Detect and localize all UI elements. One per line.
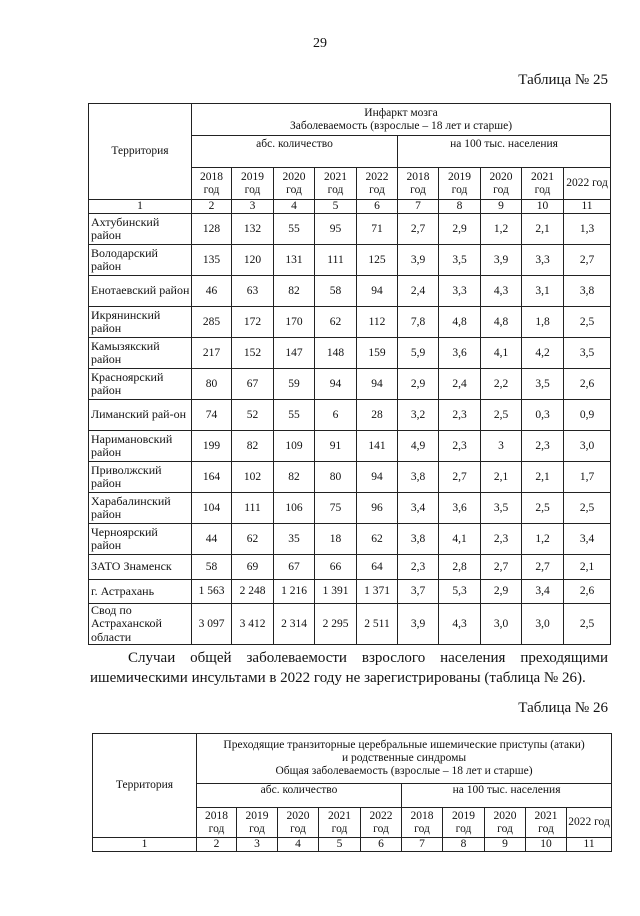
value-cell: 18 xyxy=(315,524,357,555)
territory-cell: Свод по Астраханской области xyxy=(89,604,192,645)
title-line-2: и родственные синдромы xyxy=(341,752,467,765)
value-cell: 55 xyxy=(274,214,315,245)
value-cell: 111 xyxy=(232,493,274,524)
column-number: 7 xyxy=(398,200,439,214)
value-cell: 2,5 xyxy=(564,307,611,338)
column-number: 1 xyxy=(89,200,192,214)
value-cell: 2,5 xyxy=(481,400,522,431)
column-number: 11 xyxy=(567,838,612,852)
value-cell: 147 xyxy=(274,338,315,369)
table-row xyxy=(89,214,611,245)
year-header: 2022 год xyxy=(357,168,398,200)
territory-cell: Красноярский район xyxy=(89,369,192,400)
value-cell: 2 248 xyxy=(232,580,274,604)
value-cell: 3 xyxy=(481,431,522,462)
value-cell: 75 xyxy=(315,493,357,524)
value-cell: 3,4 xyxy=(398,493,439,524)
year-header: 2018 год xyxy=(398,168,439,200)
value-cell: 0,3 xyxy=(522,400,564,431)
value-cell: 44 xyxy=(192,524,232,555)
value-cell: 1,8 xyxy=(522,307,564,338)
value-cell: 1,7 xyxy=(564,462,611,493)
table-25-body xyxy=(89,214,611,645)
value-cell: 82 xyxy=(274,462,315,493)
territory-cell: Икрянинский район xyxy=(89,307,192,338)
paragraph-text: Случаи общей заболеваемости взрослого населения преходящими ишемическими инсультами в 2022 году не зарегистрированы (таблица № 26). xyxy=(90,650,608,686)
title-line-2: Заболеваемость (взрослые – 18 лет и старше) xyxy=(290,119,513,132)
table-25 xyxy=(88,103,611,645)
value-cell: 104 xyxy=(192,493,232,524)
territory-cell: Ахтубинский район xyxy=(89,214,192,245)
value-cell: 95 xyxy=(315,214,357,245)
value-cell: 3,8 xyxy=(398,524,439,555)
value-cell: 2,3 xyxy=(439,431,481,462)
value-cell: 35 xyxy=(274,524,315,555)
value-cell: 2,7 xyxy=(564,245,611,276)
value-cell: 152 xyxy=(232,338,274,369)
value-cell: 4,1 xyxy=(481,338,522,369)
value-cell: 109 xyxy=(274,431,315,462)
value-cell: 125 xyxy=(357,245,398,276)
table-26-caption: Таблица № 26 xyxy=(518,700,608,716)
column-number: 9 xyxy=(485,838,526,852)
territory-cell: Черноярский район xyxy=(89,524,192,555)
column-numbers-row xyxy=(89,200,611,214)
value-cell: 2,1 xyxy=(522,214,564,245)
value-cell: 2,7 xyxy=(522,555,564,580)
value-cell: 2,7 xyxy=(398,214,439,245)
value-cell: 0,9 xyxy=(564,400,611,431)
column-number: 2 xyxy=(197,838,237,852)
value-cell: 4,9 xyxy=(398,431,439,462)
value-cell: 4,2 xyxy=(522,338,564,369)
value-cell: 170 xyxy=(274,307,315,338)
table-row xyxy=(89,493,611,524)
value-cell: 2,6 xyxy=(564,580,611,604)
value-cell: 3,8 xyxy=(564,276,611,307)
value-cell: 3,4 xyxy=(564,524,611,555)
value-cell: 2,8 xyxy=(439,555,481,580)
value-cell: 74 xyxy=(192,400,232,431)
value-cell: 2 314 xyxy=(274,604,315,645)
table-title xyxy=(197,734,612,784)
title-line-3: Общая заболеваемость (взрослые – 18 лет и старше) xyxy=(275,764,533,777)
value-cell: 3,3 xyxy=(522,245,564,276)
value-cell: 58 xyxy=(192,555,232,580)
year-header: 2019 год xyxy=(443,808,485,838)
column-number: 8 xyxy=(443,838,485,852)
value-cell: 3,8 xyxy=(398,462,439,493)
table-row xyxy=(89,555,611,580)
table-row xyxy=(89,524,611,555)
year-header: 2020 год xyxy=(481,168,522,200)
value-cell: 82 xyxy=(232,431,274,462)
table-row xyxy=(89,369,611,400)
value-cell: 62 xyxy=(357,524,398,555)
year-header: 2021 год xyxy=(522,168,564,200)
column-number: 6 xyxy=(361,838,402,852)
value-cell: 2,3 xyxy=(481,524,522,555)
abs-header: абс. количество xyxy=(197,784,402,808)
value-cell: 94 xyxy=(357,276,398,307)
territory-cell: Харабалинский район xyxy=(89,493,192,524)
column-number: 1 xyxy=(93,838,197,852)
column-number: 3 xyxy=(237,838,278,852)
value-cell: 96 xyxy=(357,493,398,524)
table-row xyxy=(89,400,611,431)
value-cell: 6 xyxy=(315,400,357,431)
territory-cell: г. Астрахань xyxy=(89,580,192,604)
column-number: 9 xyxy=(481,200,522,214)
value-cell: 3,4 xyxy=(522,580,564,604)
value-cell: 1,3 xyxy=(564,214,611,245)
value-cell: 3,1 xyxy=(522,276,564,307)
value-cell: 2,6 xyxy=(564,369,611,400)
table-title xyxy=(192,104,611,136)
value-cell: 111 xyxy=(315,245,357,276)
value-cell: 3,9 xyxy=(481,245,522,276)
value-cell: 4,8 xyxy=(481,307,522,338)
table-25-caption: Таблица № 25 xyxy=(518,72,608,88)
value-cell: 5,9 xyxy=(398,338,439,369)
value-cell: 80 xyxy=(315,462,357,493)
value-cell: 3,5 xyxy=(522,369,564,400)
value-cell: 3,6 xyxy=(439,493,481,524)
value-cell: 217 xyxy=(192,338,232,369)
table-row xyxy=(89,462,611,493)
year-header: 2022 год xyxy=(564,168,611,200)
value-cell: 58 xyxy=(315,276,357,307)
column-number: 5 xyxy=(315,200,357,214)
value-cell: 4,3 xyxy=(481,276,522,307)
value-cell: 82 xyxy=(274,276,315,307)
territory-cell: Володарский район xyxy=(89,245,192,276)
value-cell: 2,1 xyxy=(564,555,611,580)
table-row xyxy=(89,338,611,369)
value-cell: 55 xyxy=(274,400,315,431)
value-cell: 94 xyxy=(357,462,398,493)
value-cell: 91 xyxy=(315,431,357,462)
value-cell: 3,5 xyxy=(564,338,611,369)
per100-header: на 100 тыс. населения xyxy=(398,136,611,168)
territory-cell: Наримановский район xyxy=(89,431,192,462)
value-cell: 1 563 xyxy=(192,580,232,604)
territory-header: Территория xyxy=(89,104,192,200)
column-number: 10 xyxy=(526,838,567,852)
year-header: 2021 год xyxy=(526,808,567,838)
value-cell: 3,7 xyxy=(398,580,439,604)
value-cell: 3 097 xyxy=(192,604,232,645)
title-line-1: Инфаркт мозга xyxy=(364,106,438,119)
value-cell: 1,2 xyxy=(481,214,522,245)
table-row xyxy=(89,580,611,604)
table-row xyxy=(89,431,611,462)
value-cell: 2,1 xyxy=(522,462,564,493)
value-cell: 3,6 xyxy=(439,338,481,369)
column-number: 7 xyxy=(402,838,443,852)
value-cell: 67 xyxy=(274,555,315,580)
territory-cell: Енотаевский район xyxy=(89,276,192,307)
value-cell: 62 xyxy=(315,307,357,338)
year-header: 2019 год xyxy=(237,808,278,838)
per100-header: на 100 тыс. населения xyxy=(402,784,612,808)
value-cell: 131 xyxy=(274,245,315,276)
value-cell: 3 412 xyxy=(232,604,274,645)
value-cell: 3,0 xyxy=(522,604,564,645)
column-number: 2 xyxy=(192,200,232,214)
value-cell: 80 xyxy=(192,369,232,400)
value-cell: 2,4 xyxy=(439,369,481,400)
value-cell: 3,2 xyxy=(398,400,439,431)
value-cell: 2,5 xyxy=(522,493,564,524)
value-cell: 3,9 xyxy=(398,604,439,645)
year-header: 2019 год xyxy=(232,168,274,200)
value-cell: 46 xyxy=(192,276,232,307)
value-cell: 59 xyxy=(274,369,315,400)
value-cell: 94 xyxy=(315,369,357,400)
year-header: 2020 год xyxy=(278,808,319,838)
year-header: 2018 год xyxy=(402,808,443,838)
value-cell: 2,9 xyxy=(439,214,481,245)
value-cell: 1,2 xyxy=(522,524,564,555)
value-cell: 285 xyxy=(192,307,232,338)
value-cell: 2,4 xyxy=(398,276,439,307)
value-cell: 3,5 xyxy=(481,493,522,524)
value-cell: 2 295 xyxy=(315,604,357,645)
column-number: 8 xyxy=(439,200,481,214)
value-cell: 141 xyxy=(357,431,398,462)
value-cell: 66 xyxy=(315,555,357,580)
value-cell: 2,9 xyxy=(481,580,522,604)
value-cell: 69 xyxy=(232,555,274,580)
title-line-1: Преходящие транзиторные церебральные ишемические приступы (атаки) xyxy=(223,739,585,752)
table-row xyxy=(89,276,611,307)
value-cell: 2 511 xyxy=(357,604,398,645)
value-cell: 67 xyxy=(232,369,274,400)
table-row xyxy=(89,604,611,645)
value-cell: 1 391 xyxy=(315,580,357,604)
value-cell: 3,3 xyxy=(439,276,481,307)
table-row xyxy=(89,307,611,338)
abs-header: абс. количество xyxy=(192,136,398,168)
value-cell: 2,5 xyxy=(564,604,611,645)
value-cell: 3,0 xyxy=(564,431,611,462)
value-cell: 1 216 xyxy=(274,580,315,604)
value-cell: 64 xyxy=(357,555,398,580)
year-header: 2018 год xyxy=(192,168,232,200)
value-cell: 2,3 xyxy=(522,431,564,462)
value-cell: 4,8 xyxy=(439,307,481,338)
year-header: 2021 год xyxy=(319,808,361,838)
value-cell: 28 xyxy=(357,400,398,431)
year-header: 2018 год xyxy=(197,808,237,838)
value-cell: 52 xyxy=(232,400,274,431)
year-header: 2020 год xyxy=(485,808,526,838)
column-number: 4 xyxy=(274,200,315,214)
value-cell: 102 xyxy=(232,462,274,493)
value-cell: 4,3 xyxy=(439,604,481,645)
column-number: 11 xyxy=(564,200,611,214)
column-number: 3 xyxy=(232,200,274,214)
paragraph xyxy=(90,648,608,688)
year-header: 2019 год xyxy=(439,168,481,200)
value-cell: 7,8 xyxy=(398,307,439,338)
value-cell: 132 xyxy=(232,214,274,245)
value-cell: 120 xyxy=(232,245,274,276)
value-cell: 2,7 xyxy=(481,555,522,580)
value-cell: 128 xyxy=(192,214,232,245)
territory-cell: ЗАТО Знаменск xyxy=(89,555,192,580)
value-cell: 1 371 xyxy=(357,580,398,604)
value-cell: 5,3 xyxy=(439,580,481,604)
table-26 xyxy=(92,733,612,852)
value-cell: 199 xyxy=(192,431,232,462)
territory-cell: Лиманский рай-он xyxy=(89,400,192,431)
column-number: 5 xyxy=(319,838,361,852)
value-cell: 2,3 xyxy=(398,555,439,580)
value-cell: 94 xyxy=(357,369,398,400)
value-cell: 3,9 xyxy=(398,245,439,276)
territory-cell: Камызякский район xyxy=(89,338,192,369)
value-cell: 3,0 xyxy=(481,604,522,645)
column-number: 10 xyxy=(522,200,564,214)
value-cell: 2,3 xyxy=(439,400,481,431)
value-cell: 159 xyxy=(357,338,398,369)
column-numbers-row xyxy=(93,838,612,852)
value-cell: 2,2 xyxy=(481,369,522,400)
value-cell: 2,9 xyxy=(398,369,439,400)
value-cell: 172 xyxy=(232,307,274,338)
value-cell: 106 xyxy=(274,493,315,524)
value-cell: 3,5 xyxy=(439,245,481,276)
value-cell: 2,5 xyxy=(564,493,611,524)
value-cell: 148 xyxy=(315,338,357,369)
column-number: 6 xyxy=(357,200,398,214)
page-number: 29 xyxy=(313,36,327,51)
year-header: 2020 год xyxy=(274,168,315,200)
value-cell: 164 xyxy=(192,462,232,493)
table-row xyxy=(89,245,611,276)
value-cell: 2,1 xyxy=(481,462,522,493)
year-header: 2021 год xyxy=(315,168,357,200)
value-cell: 135 xyxy=(192,245,232,276)
value-cell: 4,1 xyxy=(439,524,481,555)
value-cell: 62 xyxy=(232,524,274,555)
year-header: 2022 год xyxy=(361,808,402,838)
value-cell: 71 xyxy=(357,214,398,245)
year-header: 2022 год xyxy=(567,808,612,838)
territory-header: Территория xyxy=(93,734,197,838)
value-cell: 2,7 xyxy=(439,462,481,493)
value-cell: 112 xyxy=(357,307,398,338)
value-cell: 63 xyxy=(232,276,274,307)
column-number: 4 xyxy=(278,838,319,852)
territory-cell: Приволжский район xyxy=(89,462,192,493)
